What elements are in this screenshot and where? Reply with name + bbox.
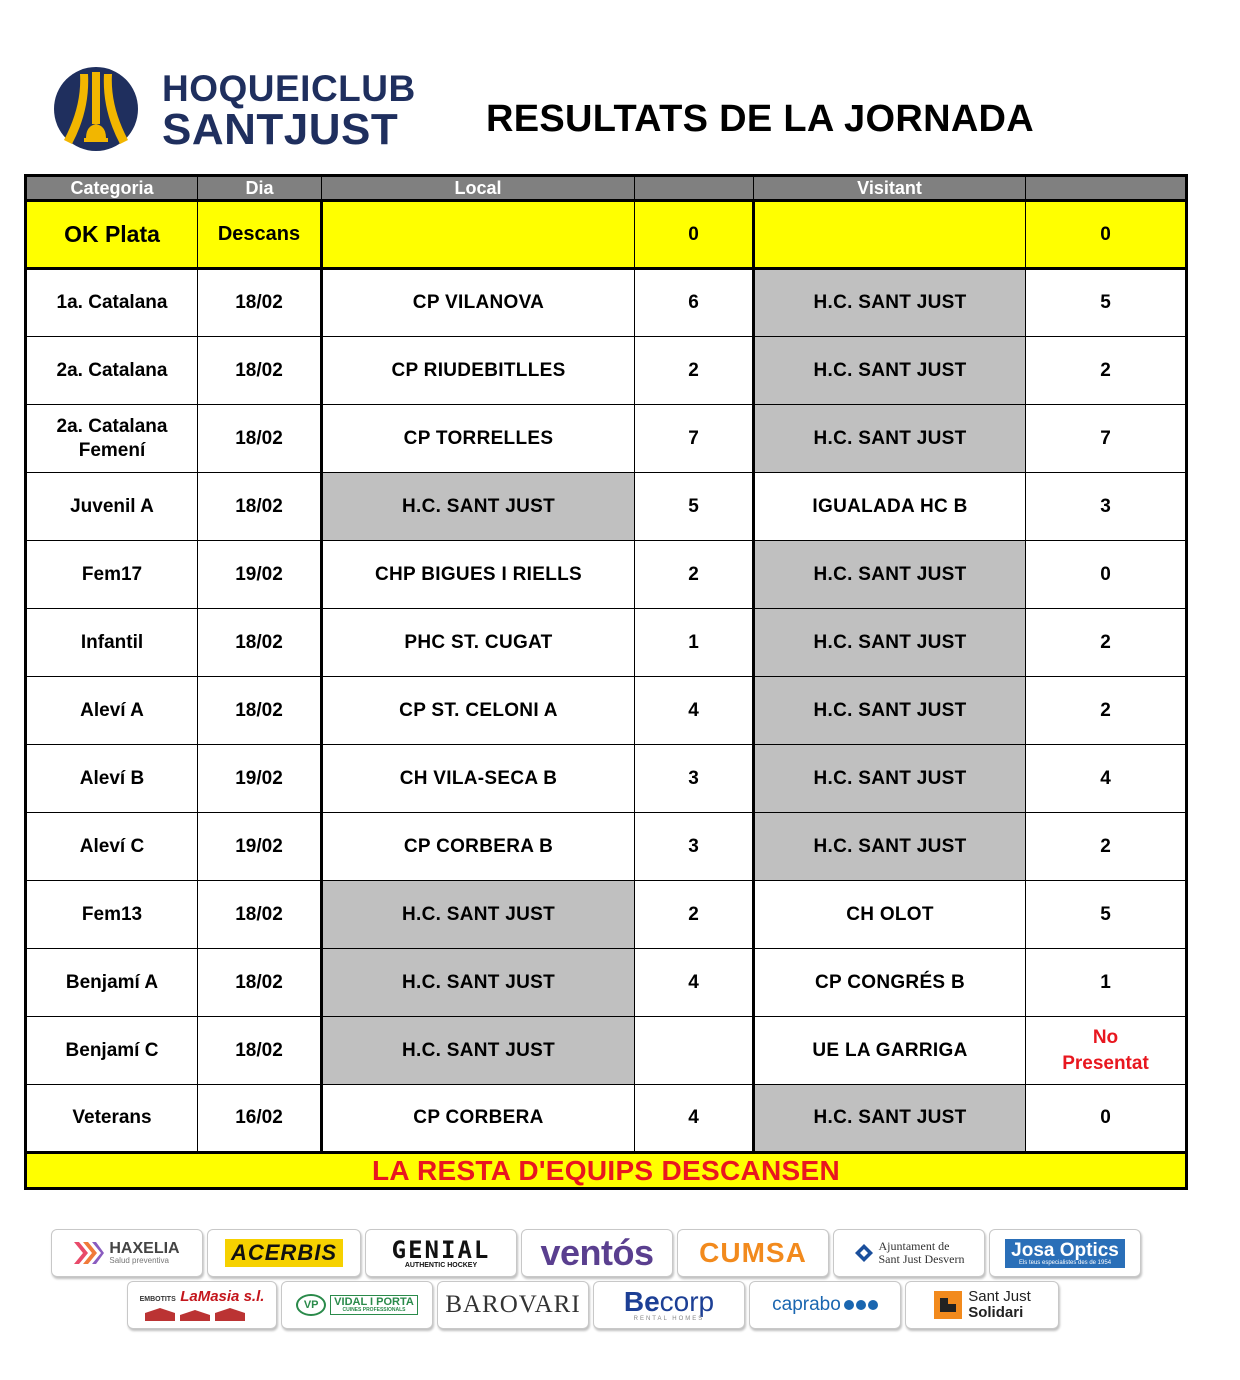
sponsor-josa-tagline: Els teus especialistes des de 1954 — [1018, 1259, 1112, 1266]
local-team-cell: H.C. SANT JUST — [322, 1017, 635, 1085]
visitor-team-cell: H.C. SANT JUST — [754, 1085, 1026, 1153]
table-row — [26, 745, 1187, 813]
sponsor-josa-optics — [989, 1229, 1141, 1277]
club-name-line2: SANTJUST — [162, 105, 399, 154]
local-team-cell: CH VILA-SECA B — [322, 745, 635, 813]
sponsor-haxelia-name: HAXELIA — [109, 1240, 180, 1257]
sponsor-caprabo — [749, 1281, 901, 1329]
local-team-cell: PHC ST. CUGAT — [322, 609, 635, 677]
sponsor-cumsa — [677, 1229, 829, 1277]
visitor-score-cell: 2 — [1026, 337, 1187, 405]
table-row — [26, 473, 1187, 541]
table-row — [26, 1085, 1187, 1153]
header-day: Dia — [198, 176, 322, 201]
sponsor-solidari-line2: Solidari — [968, 1304, 1024, 1321]
club-name-line1: HOQUEICLUB — [162, 68, 416, 109]
visitor-score-cell: 0 — [1026, 1085, 1187, 1153]
category-cell: Benjamí A — [26, 949, 198, 1017]
local-team-cell: CP TORRELLES — [322, 405, 635, 473]
local-team-cell: CP CORBERA B — [322, 813, 635, 881]
sponsor-becorp-corp: corp — [659, 1286, 715, 1317]
visitor-score-cell: 5 — [1026, 269, 1187, 337]
local-team-cell — [322, 201, 635, 269]
table-row-ok-plata — [26, 201, 1187, 269]
category-cell: OK Plata — [26, 201, 198, 269]
visitor-team-cell: H.C. SANT JUST — [754, 609, 1026, 677]
visitor-score-cell: 1 — [1026, 949, 1187, 1017]
local-team-cell: CP VILANOVA — [322, 269, 635, 337]
sponsor-caprabo-name: caprabo — [772, 1294, 841, 1315]
day-cell: 19/02 — [198, 745, 322, 813]
table-row — [26, 949, 1187, 1017]
sponsor-acerbis-name: ACERBIS — [225, 1239, 343, 1267]
sponsors-row-1 — [51, 1229, 1141, 1277]
local-team-cell: CP ST. CELONI A — [322, 677, 635, 745]
sponsor-josa-name: Josa Optics — [1011, 1239, 1119, 1261]
day-cell: 18/02 — [198, 269, 322, 337]
local-team-cell: CP RIUDEBITLLES — [322, 337, 635, 405]
day-cell: 18/02 — [198, 405, 322, 473]
sponsor-lamasia-name: LaMasia s.l. — [180, 1288, 265, 1305]
day-cell: 18/02 — [198, 337, 322, 405]
sponsor-ajuntament-line2: Sant Just Desvern — [878, 1252, 965, 1266]
results-table — [24, 174, 1188, 1190]
header-local-score — [635, 176, 754, 201]
visitor-score-cell: 2 — [1026, 813, 1187, 881]
sponsor-ajuntament-line1: Ajuntament de — [878, 1238, 950, 1253]
table-row — [26, 337, 1187, 405]
day-cell: 18/02 — [198, 473, 322, 541]
sponsor-barovari — [437, 1281, 589, 1329]
category-cell: Fem13 — [26, 881, 198, 949]
sponsor-sant-just-solidari — [905, 1281, 1059, 1329]
sponsor-vidal-badge: VP — [296, 1294, 326, 1316]
category-cell: Veterans — [26, 1085, 198, 1153]
club-name — [162, 70, 416, 152]
no-show-line2: Presentat — [1062, 1052, 1149, 1074]
local-score-cell: 3 — [635, 745, 754, 813]
visitor-team-cell: CH OLOT — [754, 881, 1026, 949]
table-row — [26, 541, 1187, 609]
visitor-score-cell: 3 — [1026, 473, 1187, 541]
sponsor-genial-tagline: AUTHENTIC HOCKEY — [404, 1261, 478, 1269]
category-cell: Aleví A — [26, 677, 198, 745]
sponsor-acerbis — [207, 1229, 361, 1277]
sponsor-ventos — [521, 1229, 673, 1277]
sponsor-becorp-be: Be — [623, 1286, 660, 1317]
sponsor-becorp — [593, 1281, 745, 1329]
header-category: Categoria — [26, 176, 198, 201]
page-title: RESULTATS DE LA JORNADA — [486, 98, 1035, 140]
day-cell: 18/02 — [198, 677, 322, 745]
footer-note: LA RESTA D'EQUIPS DESCANSEN — [26, 1153, 1187, 1189]
local-score-cell — [635, 1017, 754, 1085]
local-score-cell: 4 — [635, 677, 754, 745]
category-cell: 2a. Catalana Femení — [26, 405, 198, 473]
table-row — [26, 609, 1187, 677]
visitor-team-cell: H.C. SANT JUST — [754, 745, 1026, 813]
local-score-cell: 7 — [635, 405, 754, 473]
day-cell: 18/02 — [198, 609, 322, 677]
local-score-cell: 3 — [635, 813, 754, 881]
sponsor-ajuntament — [833, 1229, 985, 1277]
sponsor-vidal-name: VIDAL I PORTA — [334, 1296, 414, 1308]
local-score-cell: 2 — [635, 881, 754, 949]
category-cell: Benjamí C — [26, 1017, 198, 1085]
solidari-icon — [933, 1290, 963, 1320]
visitor-team-cell: CP CONGRÉS B — [754, 949, 1026, 1017]
visitor-team-cell: H.C. SANT JUST — [754, 405, 1026, 473]
local-score-cell: 6 — [635, 269, 754, 337]
sponsor-cumsa-name: CUMSA — [699, 1237, 807, 1268]
visitor-team-cell: H.C. SANT JUST — [754, 269, 1026, 337]
category-cell: 2a. Catalana — [26, 337, 198, 405]
local-score-cell: 2 — [635, 541, 754, 609]
sponsors-row-2 — [127, 1281, 1059, 1329]
sponsor-haxelia-tagline: Salud preventiva — [109, 1256, 169, 1265]
header-visitor-score — [1026, 176, 1187, 201]
table-row — [26, 1017, 1187, 1085]
day-cell: 18/02 — [198, 1017, 322, 1085]
table-row — [26, 677, 1187, 745]
sponsor-solidari-line1: Sant Just — [968, 1288, 1031, 1306]
day-cell: 18/02 — [198, 949, 322, 1017]
day-cell: 18/02 — [198, 881, 322, 949]
visitor-score-cell: 2 — [1026, 677, 1187, 745]
table-row — [26, 813, 1187, 881]
local-team-cell: H.C. SANT JUST — [322, 949, 635, 1017]
lamasia-farmhouse-icon — [140, 1307, 250, 1321]
category-cell: 1a. Catalana — [26, 269, 198, 337]
sponsor-vidal-i-porta — [281, 1281, 433, 1329]
ajuntament-emblem-icon — [854, 1243, 874, 1263]
sponsor-ventos-name: ventós — [540, 1232, 654, 1273]
table-footer-row — [26, 1153, 1187, 1189]
visitor-team-cell: H.C. SANT JUST — [754, 541, 1026, 609]
haxelia-chevrons-icon — [74, 1242, 104, 1264]
category-cell: Juvenil A — [26, 473, 198, 541]
visitor-team-cell: UE LA GARRIGA — [754, 1017, 1026, 1085]
category-cell: Fem17 — [26, 541, 198, 609]
sponsor-vidal-tagline: CUINES PROFESSIONALS — [342, 1307, 406, 1313]
visitor-score-cell: 0 — [1026, 201, 1187, 269]
header-visitor: Visitant — [754, 176, 1026, 201]
day-cell: Descans — [198, 201, 322, 269]
local-score-cell: 2 — [635, 337, 754, 405]
local-team-cell: H.C. SANT JUST — [322, 881, 635, 949]
visitor-score-cell: 2 — [1026, 609, 1187, 677]
day-cell: 19/02 — [198, 813, 322, 881]
visitor-score-cell — [1026, 1017, 1187, 1085]
visitor-score-cell: 5 — [1026, 881, 1187, 949]
table-header-row — [26, 176, 1187, 201]
category-cell: Aleví B — [26, 745, 198, 813]
sponsor-lamasia-prefix: EMBOTITS — [139, 1296, 176, 1303]
visitor-score-cell: 0 — [1026, 541, 1187, 609]
local-score-cell: 4 — [635, 949, 754, 1017]
visitor-team-cell: H.C. SANT JUST — [754, 337, 1026, 405]
local-team-cell: H.C. SANT JUST — [322, 473, 635, 541]
visitor-score-cell: 4 — [1026, 745, 1187, 813]
local-score-cell: 5 — [635, 473, 754, 541]
sponsor-lamasia — [127, 1281, 277, 1329]
local-team-cell: CHP BIGUES I RIELLS — [322, 541, 635, 609]
category-cell: Infantil — [26, 609, 198, 677]
visitor-score-cell: 7 — [1026, 405, 1187, 473]
club-logo — [50, 66, 142, 152]
table-row — [26, 405, 1187, 473]
caprabo-dots-icon — [844, 1299, 878, 1311]
local-score-cell: 0 — [635, 201, 754, 269]
sponsor-barovari-name: BAROVARI — [445, 1291, 581, 1318]
table-row — [26, 269, 1187, 337]
day-cell: 16/02 — [198, 1085, 322, 1153]
visitor-team-cell: IGUALADA HC B — [754, 473, 1026, 541]
local-team-cell: CP CORBERA — [322, 1085, 635, 1153]
table-row — [26, 881, 1187, 949]
visitor-team-cell: H.C. SANT JUST — [754, 677, 1026, 745]
day-cell: 19/02 — [198, 541, 322, 609]
local-score-cell: 4 — [635, 1085, 754, 1153]
header-local: Local — [322, 176, 635, 201]
visitor-team-cell: H.C. SANT JUST — [754, 813, 1026, 881]
sponsor-haxelia — [51, 1229, 203, 1277]
no-show-line1: No — [1092, 1026, 1119, 1048]
local-score-cell: 1 — [635, 609, 754, 677]
sponsor-genial — [365, 1229, 517, 1277]
sponsor-becorp-tagline: RENTAL HOMES — [633, 1316, 705, 1322]
sponsor-genial-name: GENIAL — [391, 1235, 491, 1264]
visitor-team-cell — [754, 201, 1026, 269]
category-cell: Aleví C — [26, 813, 198, 881]
